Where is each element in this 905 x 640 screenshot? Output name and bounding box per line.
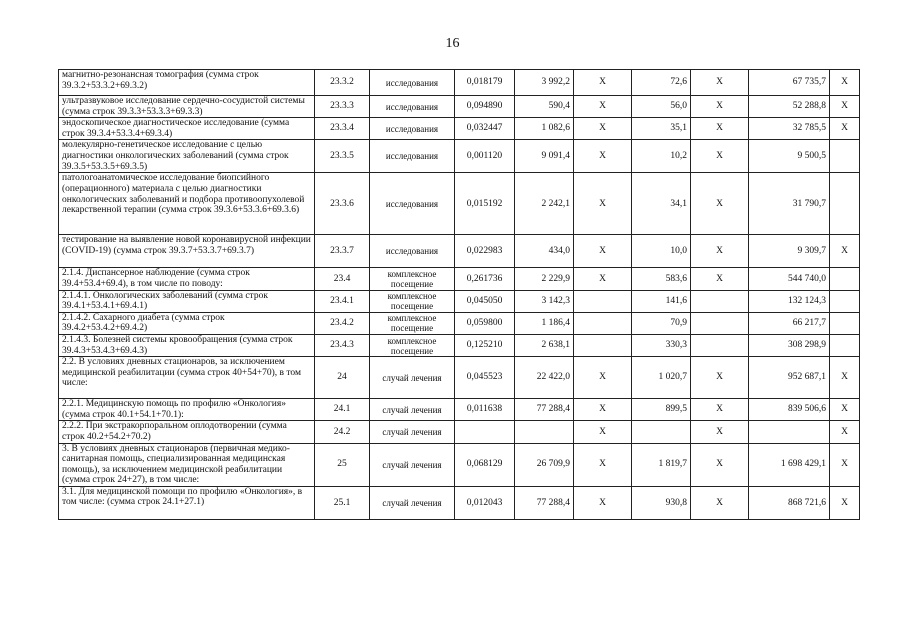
row-value1-cell: 72,6: [632, 70, 691, 96]
row-code-cell: 23.4.1: [315, 290, 370, 312]
row-value1-cell: 899,5: [632, 399, 691, 421]
row-x3-cell: [830, 140, 860, 173]
row-value2-cell: 308 298,9: [749, 334, 830, 356]
row-cost-cell: 77 288,4: [515, 399, 574, 421]
table-row: [59, 290, 860, 312]
row-x1-cell: X: [574, 173, 632, 235]
row-code-cell: 24.1: [315, 399, 370, 421]
table-row: [59, 312, 860, 334]
row-cost-cell: 3 992,2: [515, 70, 574, 96]
row-x1-cell: [574, 290, 632, 312]
row-x2-cell: X: [691, 443, 749, 486]
row-value2-cell: [749, 421, 830, 443]
row-name-cell: 3. В условиях дневных стационаров (первичная медико-санитарная помощь, специализированная медицинская помощь), за исключением медицинской реабилитации (сумма строк 24+27), в том числе:: [59, 443, 315, 486]
row-x3-cell: [830, 312, 860, 334]
row-code-cell: 23.4: [315, 268, 370, 290]
row-name-cell: 2.1.4.1. Онкологических заболеваний (сумма строк 39.4.1+53.4.1+69.4.1): [59, 290, 315, 312]
row-x2-cell: [691, 312, 749, 334]
row-x1-cell: [574, 334, 632, 356]
row-unit-cell: случай лечения: [370, 486, 455, 519]
row-name-cell: молекулярно-генетическое исследование с целью диагностики онкологических заболеваний (сумма строк 39.3.5+53.3.5+69.3.5): [59, 140, 315, 173]
row-x3-cell: X: [830, 118, 860, 140]
row-norm-cell: 0,001120: [455, 140, 515, 173]
row-value1-cell: [632, 421, 691, 443]
row-x2-cell: X: [691, 421, 749, 443]
table-row: [59, 118, 860, 140]
row-x2-cell: X: [691, 399, 749, 421]
row-cost-cell: 2 242,1: [515, 173, 574, 235]
row-unit-cell: случай лечения: [370, 399, 455, 421]
row-x2-cell: [691, 334, 749, 356]
row-value1-cell: 56,0: [632, 96, 691, 118]
row-cost-cell: [515, 421, 574, 443]
row-cost-cell: 22 422,0: [515, 357, 574, 399]
row-code-cell: 23.3.3: [315, 96, 370, 118]
row-norm-cell: 0,125210: [455, 334, 515, 356]
row-value1-cell: 330,3: [632, 334, 691, 356]
row-x3-cell: X: [830, 357, 860, 399]
row-cost-cell: 3 142,3: [515, 290, 574, 312]
row-norm-cell: 0,012043: [455, 486, 515, 519]
row-value2-cell: 31 790,7: [749, 173, 830, 235]
row-x3-cell: X: [830, 486, 860, 519]
row-x3-cell: [830, 173, 860, 235]
table-row: [59, 96, 860, 118]
row-x1-cell: X: [574, 443, 632, 486]
row-x3-cell: X: [830, 235, 860, 268]
standards-table: [58, 69, 860, 520]
row-value2-cell: 952 687,1: [749, 357, 830, 399]
row-x3-cell: X: [830, 443, 860, 486]
row-x1-cell: X: [574, 140, 632, 173]
row-x3-cell: [830, 290, 860, 312]
row-unit-cell: комплексное посещение: [370, 290, 455, 312]
row-name-cell: 2.1.4.3. Болезней системы кровообращения (сумма строк 39.4.3+53.4.3+69.4.3): [59, 334, 315, 356]
row-x3-cell: X: [830, 421, 860, 443]
row-value1-cell: 10,2: [632, 140, 691, 173]
row-x1-cell: [574, 312, 632, 334]
row-norm-cell: 0,068129: [455, 443, 515, 486]
row-code-cell: 24.2: [315, 421, 370, 443]
row-value1-cell: 1 020,7: [632, 357, 691, 399]
row-code-cell: 23.4.3: [315, 334, 370, 356]
row-x3-cell: [830, 268, 860, 290]
table-body: [59, 70, 860, 520]
row-norm-cell: 0,032447: [455, 118, 515, 140]
row-value2-cell: 66 217,7: [749, 312, 830, 334]
row-value2-cell: 839 506,6: [749, 399, 830, 421]
row-x2-cell: X: [691, 235, 749, 268]
row-x2-cell: X: [691, 173, 749, 235]
row-norm-cell: 0,045523: [455, 357, 515, 399]
row-value1-cell: 1 819,7: [632, 443, 691, 486]
table-row: [59, 334, 860, 356]
table-row: [59, 399, 860, 421]
row-name-cell: 2.2.2. При экстракорпоральном оплодотворении (сумма строк 40.2+54.2+70.2): [59, 421, 315, 443]
page-number: 16: [445, 36, 460, 51]
row-value1-cell: 930,8: [632, 486, 691, 519]
row-code-cell: 23.3.6: [315, 173, 370, 235]
row-norm-cell: 0,045050: [455, 290, 515, 312]
row-unit-cell: исследования: [370, 96, 455, 118]
row-name-cell: 2.1.4.2. Сахарного диабета (сумма строк 39.4.2+53.4.2+69.4.2): [59, 312, 315, 334]
row-value1-cell: 10,0: [632, 235, 691, 268]
row-value2-cell: 132 124,3: [749, 290, 830, 312]
row-code-cell: 23.3.7: [315, 235, 370, 268]
row-norm-cell: 0,261736: [455, 268, 515, 290]
table-row: [59, 235, 860, 268]
row-norm-cell: 0,018179: [455, 70, 515, 96]
row-x2-cell: X: [691, 140, 749, 173]
row-name-cell: патологоанатомическое исследование биопсийного (операционного) материала с целью диагностики онкологических заболеваний и подбора противоопухолевой лекарственной терапии (сумма строк 39.3.6+53.3.6+69.3.6): [59, 173, 315, 235]
table-row: [59, 357, 860, 399]
table-row: [59, 443, 860, 486]
table-row: [59, 268, 860, 290]
row-name-cell: 3.1. Для медицинской помощи по профилю «Онкология», в том числе: (сумма строк 24.1+27.1): [59, 486, 315, 519]
table-row: [59, 173, 860, 235]
row-norm-cell: 0,059800: [455, 312, 515, 334]
row-cost-cell: 77 288,4: [515, 486, 574, 519]
table-row: [59, 421, 860, 443]
row-value2-cell: 544 740,0: [749, 268, 830, 290]
row-unit-cell: случай лечения: [370, 443, 455, 486]
row-cost-cell: 9 091,4: [515, 140, 574, 173]
row-code-cell: 25: [315, 443, 370, 486]
row-x2-cell: X: [691, 486, 749, 519]
row-name-cell: 2.1.4. Диспансерное наблюдение (сумма строк 39.4+53.4+69.4), в том числе по поводу:: [59, 268, 315, 290]
row-cost-cell: 26 709,9: [515, 443, 574, 486]
row-unit-cell: случай лечения: [370, 421, 455, 443]
row-norm-cell: 0,015192: [455, 173, 515, 235]
row-x3-cell: [830, 334, 860, 356]
row-code-cell: 23.3.5: [315, 140, 370, 173]
row-name-cell: 2.2.1. Медицинскую помощь по профилю «Онкология» (сумма строк 40.1+54.1+70.1):: [59, 399, 315, 421]
row-cost-cell: 1 082,6: [515, 118, 574, 140]
row-x1-cell: X: [574, 96, 632, 118]
table-row: [59, 140, 860, 173]
row-unit-cell: комплексное посещение: [370, 268, 455, 290]
row-x2-cell: X: [691, 96, 749, 118]
row-value2-cell: 67 735,7: [749, 70, 830, 96]
row-name-cell: эндоскопическое диагностическое исследование (сумма строк 39.3.4+53.3.4+69.3.4): [59, 118, 315, 140]
row-value1-cell: 70,9: [632, 312, 691, 334]
row-norm-cell: [455, 421, 515, 443]
row-cost-cell: 434,0: [515, 235, 574, 268]
row-x1-cell: X: [574, 486, 632, 519]
row-x2-cell: X: [691, 268, 749, 290]
row-value2-cell: 52 288,8: [749, 96, 830, 118]
row-value2-cell: 9 500,5: [749, 140, 830, 173]
table-row: [59, 70, 860, 96]
row-unit-cell: комплексное посещение: [370, 334, 455, 356]
row-value1-cell: 34,1: [632, 173, 691, 235]
row-value1-cell: 35,1: [632, 118, 691, 140]
row-value2-cell: 868 721,6: [749, 486, 830, 519]
row-code-cell: 25.1: [315, 486, 370, 519]
row-norm-cell: 0,022983: [455, 235, 515, 268]
row-x3-cell: X: [830, 399, 860, 421]
row-code-cell: 23.3.4: [315, 118, 370, 140]
row-value2-cell: 9 309,7: [749, 235, 830, 268]
row-unit-cell: исследования: [370, 118, 455, 140]
row-cost-cell: 2 638,1: [515, 334, 574, 356]
row-value2-cell: 1 698 429,1: [749, 443, 830, 486]
row-name-cell: ультразвуковое исследование сердечно-сосудистой системы (сумма строк 39.3.3+53.3.3+69.3.3): [59, 96, 315, 118]
row-cost-cell: 590,4: [515, 96, 574, 118]
row-x1-cell: X: [574, 399, 632, 421]
row-unit-cell: исследования: [370, 140, 455, 173]
row-code-cell: 24: [315, 357, 370, 399]
row-unit-cell: исследования: [370, 70, 455, 96]
row-x3-cell: X: [830, 70, 860, 96]
row-x1-cell: X: [574, 70, 632, 96]
row-x1-cell: X: [574, 357, 632, 399]
row-unit-cell: исследования: [370, 235, 455, 268]
row-norm-cell: 0,094890: [455, 96, 515, 118]
row-x1-cell: X: [574, 118, 632, 140]
row-x3-cell: X: [830, 96, 860, 118]
row-value2-cell: 32 785,5: [749, 118, 830, 140]
row-cost-cell: 2 229,9: [515, 268, 574, 290]
row-x1-cell: X: [574, 421, 632, 443]
row-x1-cell: X: [574, 268, 632, 290]
row-x2-cell: X: [691, 70, 749, 96]
row-value1-cell: 583,6: [632, 268, 691, 290]
row-unit-cell: исследования: [370, 173, 455, 235]
row-name-cell: 2.2. В условиях дневных стационаров, за исключением медицинской реабилитации (сумма строк 40+54+70), в том числе:: [59, 357, 315, 399]
row-cost-cell: 1 186,4: [515, 312, 574, 334]
row-name-cell: тестирование на выявление новой коронавирусной инфекции (COVID-19) (сумма строк 39.3.7+53.3.7+69.3.7): [59, 235, 315, 268]
row-value1-cell: 141,6: [632, 290, 691, 312]
table-row: [59, 486, 860, 519]
row-x2-cell: X: [691, 357, 749, 399]
row-x2-cell: [691, 290, 749, 312]
row-x2-cell: X: [691, 118, 749, 140]
row-code-cell: 23.4.2: [315, 312, 370, 334]
row-norm-cell: 0,011638: [455, 399, 515, 421]
row-x1-cell: X: [574, 235, 632, 268]
row-unit-cell: случай лечения: [370, 357, 455, 399]
row-code-cell: 23.3.2: [315, 70, 370, 96]
row-unit-cell: комплексное посещение: [370, 312, 455, 334]
row-name-cell: магнитно-резонансная томография (сумма строк 39.3.2+53.3.2+69.3.2): [59, 70, 315, 96]
